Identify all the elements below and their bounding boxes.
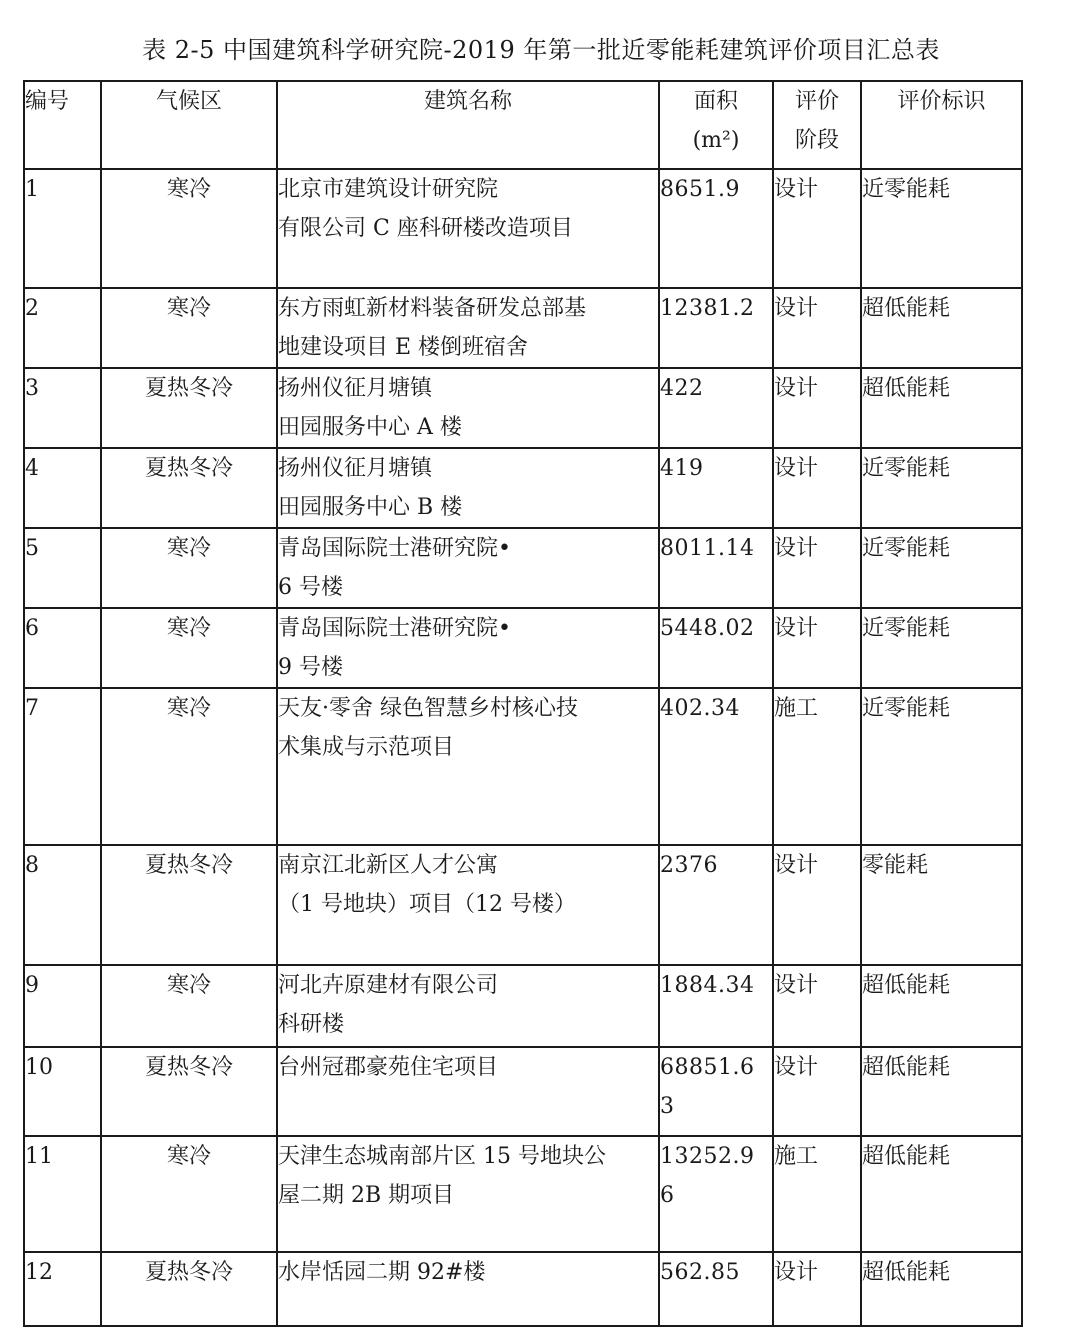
cell-climate: 寒冷 xyxy=(101,288,277,368)
table-body xyxy=(24,169,1022,1326)
cell-id: 6 xyxy=(24,608,101,688)
cell-label: 近零能耗 xyxy=(861,448,1022,528)
header-stage: 评价 阶段 xyxy=(773,81,861,169)
cell-id: 3 xyxy=(24,368,101,448)
cell-climate: 夏热冬冷 xyxy=(101,368,277,448)
cell-building-name: 东方雨虹新材料装备研发总部基 地建设项目 E 楼倒班宿舍 xyxy=(277,288,659,368)
cell-climate: 夏热冬冷 xyxy=(101,448,277,528)
cell-area: 8011.14 xyxy=(659,528,773,608)
cell-id: 11 xyxy=(24,1136,101,1252)
cell-label: 超低能耗 xyxy=(861,1252,1022,1326)
table-row xyxy=(24,169,1022,288)
cell-label: 超低能耗 xyxy=(861,368,1022,448)
cell-area: 68851.6 3 xyxy=(659,1047,773,1136)
cell-building-name: 天友·零舍 绿色智慧乡村核心技 术集成与示范项目 xyxy=(277,688,659,845)
cell-area: 5448.02 xyxy=(659,608,773,688)
table-row xyxy=(24,368,1022,448)
cell-id: 2 xyxy=(24,288,101,368)
cell-label: 近零能耗 xyxy=(861,688,1022,845)
table-row xyxy=(24,608,1022,688)
cell-building-name: 北京市建筑设计研究院 有限公司 C 座科研楼改造项目 xyxy=(277,169,659,288)
cell-climate: 寒冷 xyxy=(101,528,277,608)
cell-area: 1884.34 xyxy=(659,965,773,1047)
cell-id: 8 xyxy=(24,845,101,965)
cell-climate: 寒冷 xyxy=(101,608,277,688)
cell-stage: 施工 xyxy=(773,1136,861,1252)
table-row xyxy=(24,965,1022,1047)
cell-building-name: 台州冠郡豪苑住宅项目 xyxy=(277,1047,659,1136)
cell-label: 超低能耗 xyxy=(861,965,1022,1047)
cell-stage: 设计 xyxy=(773,288,861,368)
table-row xyxy=(24,1047,1022,1136)
cell-stage: 设计 xyxy=(773,448,861,528)
project-summary-table xyxy=(23,80,1023,1327)
cell-id: 7 xyxy=(24,688,101,845)
cell-area: 422 xyxy=(659,368,773,448)
header-id: 编号 xyxy=(24,81,101,169)
cell-stage: 设计 xyxy=(773,845,861,965)
cell-label: 超低能耗 xyxy=(861,1136,1022,1252)
cell-building-name: 青岛国际院士港研究院• 6 号楼 xyxy=(277,528,659,608)
cell-area: 402.34 xyxy=(659,688,773,845)
cell-label: 近零能耗 xyxy=(861,528,1022,608)
cell-building-name: 水岸恬园二期 92#楼 xyxy=(277,1252,659,1326)
table-row xyxy=(24,288,1022,368)
header-name: 建筑名称 xyxy=(277,81,659,169)
cell-climate: 寒冷 xyxy=(101,1136,277,1252)
table-caption: 表 2-5 中国建筑科学研究院-2019 年第一批近零能耗建筑评价项目汇总表 xyxy=(142,36,940,64)
cell-building-name: 天津生态城南部片区 15 号地块公 屋二期 2B 期项目 xyxy=(277,1136,659,1252)
cell-area: 562.85 xyxy=(659,1252,773,1326)
cell-id: 1 xyxy=(24,169,101,288)
header-label: 评价标识 xyxy=(861,81,1022,169)
cell-label: 近零能耗 xyxy=(861,169,1022,288)
cell-area: 8651.9 xyxy=(659,169,773,288)
header-area: 面积 (m²) xyxy=(659,81,773,169)
cell-building-name: 扬州仪征月塘镇 田园服务中心 B 楼 xyxy=(277,448,659,528)
cell-stage: 设计 xyxy=(773,528,861,608)
table-row xyxy=(24,1252,1022,1326)
cell-stage: 设计 xyxy=(773,608,861,688)
cell-label: 零能耗 xyxy=(861,845,1022,965)
cell-building-name: 扬州仪征月塘镇 田园服务中心 A 楼 xyxy=(277,368,659,448)
table-row xyxy=(24,688,1022,845)
header-climate: 气候区 xyxy=(101,81,277,169)
cell-building-name: 南京江北新区人才公寓 （1 号地块）项目（12 号楼） xyxy=(277,845,659,965)
cell-building-name: 青岛国际院士港研究院• 9 号楼 xyxy=(277,608,659,688)
cell-label: 超低能耗 xyxy=(861,288,1022,368)
cell-climate: 夏热冬冷 xyxy=(101,1047,277,1136)
cell-climate: 夏热冬冷 xyxy=(101,845,277,965)
cell-label: 近零能耗 xyxy=(861,608,1022,688)
table-row xyxy=(24,1136,1022,1252)
cell-stage: 设计 xyxy=(773,965,861,1047)
header-row xyxy=(24,81,1022,169)
cell-climate: 寒冷 xyxy=(101,169,277,288)
cell-area: 12381.2 xyxy=(659,288,773,368)
cell-id: 10 xyxy=(24,1047,101,1136)
cell-id: 12 xyxy=(24,1252,101,1326)
cell-stage: 设计 xyxy=(773,1252,861,1326)
cell-area: 13252.9 6 xyxy=(659,1136,773,1252)
cell-area: 419 xyxy=(659,448,773,528)
cell-building-name: 河北卉原建材有限公司 科研楼 xyxy=(277,965,659,1047)
cell-stage: 设计 xyxy=(773,169,861,288)
table-row xyxy=(24,448,1022,528)
cell-stage: 设计 xyxy=(773,368,861,448)
cell-id: 5 xyxy=(24,528,101,608)
cell-stage: 施工 xyxy=(773,688,861,845)
table-row xyxy=(24,528,1022,608)
table-row xyxy=(24,845,1022,965)
cell-climate: 寒冷 xyxy=(101,965,277,1047)
cell-id: 9 xyxy=(24,965,101,1047)
cell-climate: 夏热冬冷 xyxy=(101,1252,277,1326)
cell-climate: 寒冷 xyxy=(101,688,277,845)
cell-stage: 设计 xyxy=(773,1047,861,1136)
cell-area: 2376 xyxy=(659,845,773,965)
cell-label: 超低能耗 xyxy=(861,1047,1022,1136)
cell-id: 4 xyxy=(24,448,101,528)
